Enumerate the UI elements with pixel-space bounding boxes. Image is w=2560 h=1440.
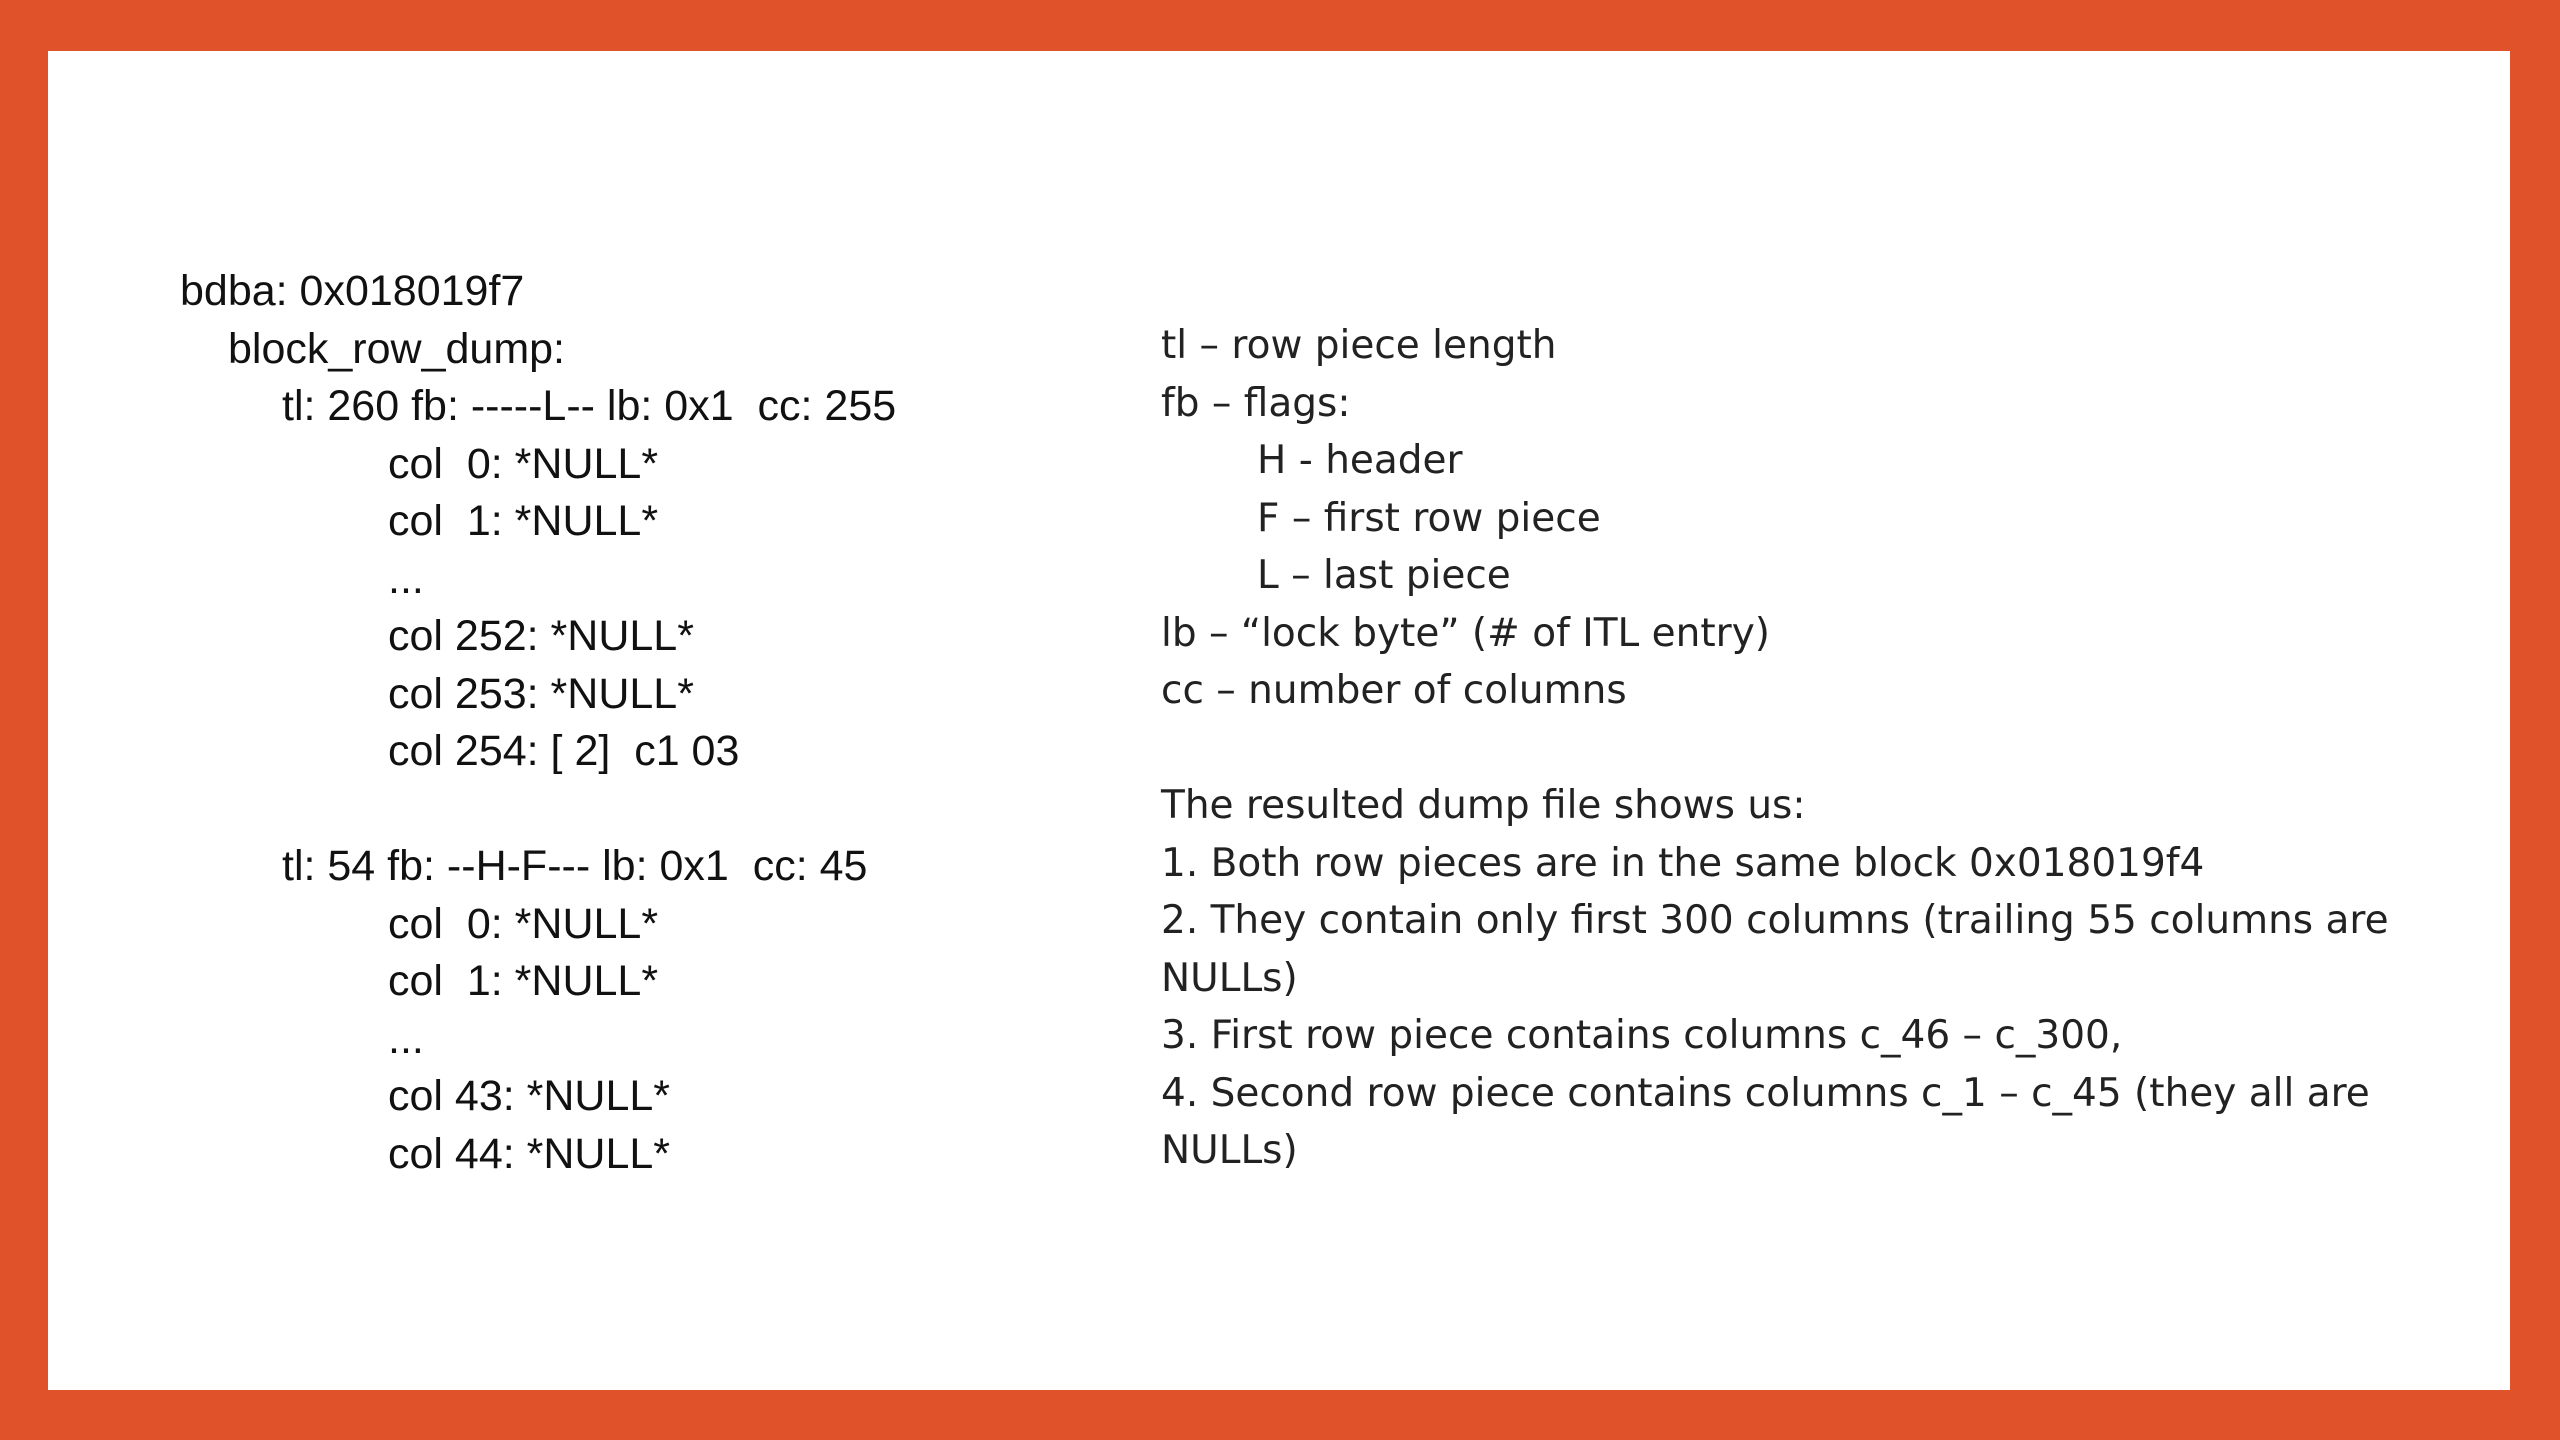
dump-row-piece-2-header: tl: 54 fb: --H-F--- lb: 0x1 cc: 45 bbox=[282, 842, 868, 890]
dump-row-piece-1-header: tl: 260 fb: -----L-- lb: 0x1 cc: 255 bbox=[282, 382, 897, 430]
note-flag-h: H - header bbox=[1257, 438, 1463, 483]
note-cc: cc – number of columns bbox=[1161, 668, 1627, 713]
note-tl: tl – row piece length bbox=[1161, 323, 1557, 368]
note-flag-l: L – last piece bbox=[1257, 553, 1511, 598]
dump-col-line: col 44: *NULL* bbox=[388, 1129, 671, 1178]
note-gap bbox=[1161, 720, 2421, 778]
note-flag-f: F – first row piece bbox=[1257, 495, 1601, 541]
dump-col-line: col 252: *NULL* bbox=[388, 612, 694, 660]
summary-item: 3. First row piece contains columns c_46 – c_300, bbox=[1161, 1013, 2123, 1058]
summary-item: 2. They contain only first 300 columns (trailing 55 columns are NULLs) bbox=[1161, 898, 2401, 1001]
dump-col-line: col 0: *NULL* bbox=[388, 899, 659, 948]
dump-col-line: col 43: *NULL* bbox=[388, 1072, 671, 1120]
legend-notes bbox=[1161, 317, 2421, 1180]
dump-block-row-dump: block_row_dump: bbox=[228, 324, 566, 373]
dump-col-line: col 254: [ 2] c1 03 bbox=[388, 727, 740, 775]
dump-col-line: col 0: *NULL* bbox=[388, 439, 659, 488]
dump-ellipsis: ... bbox=[388, 1014, 424, 1063]
dump-bdba: bdba: 0x018019f7 bbox=[180, 267, 525, 315]
dump-col-line: col 1: *NULL* bbox=[388, 957, 659, 1005]
dump-gap bbox=[180, 781, 1080, 839]
note-lb: lb – “lock byte” (# of ITL entry) bbox=[1161, 610, 1770, 656]
slide bbox=[48, 51, 2510, 1390]
dump-col-line: col 253: *NULL* bbox=[388, 669, 694, 718]
dump-ellipsis: ... bbox=[388, 554, 424, 603]
summary-item: 4. Second row piece contains columns c_1 – c_45 (they all are NULLs) bbox=[1161, 1070, 2383, 1173]
dump-col-line: col 1: *NULL* bbox=[388, 497, 659, 545]
block-dump bbox=[180, 263, 1080, 1183]
note-fb: fb – flags: bbox=[1161, 380, 1351, 426]
summary-title: The resulted dump file shows us: bbox=[1161, 783, 1806, 828]
summary-item: 1. Both row pieces are in the same block 0x018019f4 bbox=[1161, 840, 2205, 886]
